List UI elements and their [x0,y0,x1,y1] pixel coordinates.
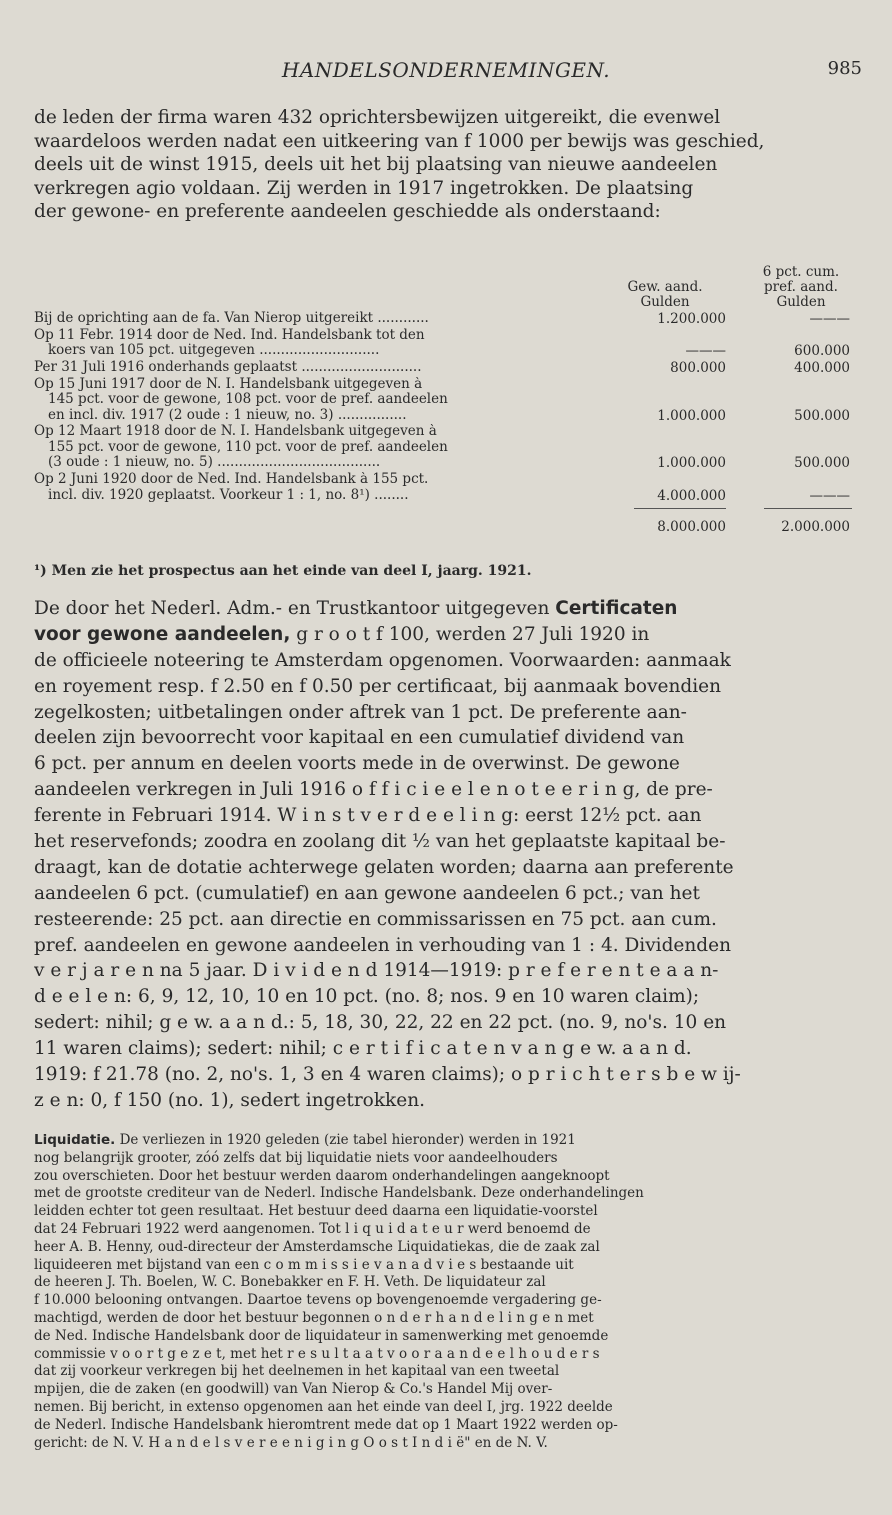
text-line: deelen zijn bevoorrecht voor kapitaal en een cumulatief dividend van [34,727,685,749]
text-line: 6 pct. per annum en deelen voorts mede in de overwinst. De gewone [34,753,680,775]
gewone-total: 8.000.000 [657,519,726,536]
liquidation-lead: Liquidatie. [34,1132,116,1148]
text-line: pref. aandeelen en gewone aandeelen in verhouding van 1 : 4. Dividenden [34,934,732,956]
text-line: commissie v o o r t g e z e t, met het r e s u l t a a t v o o r a a n d e e l h o u d e r s [34,1345,600,1362]
text-line: draagt, kan de dotatie achterwege gelaten worden; daarna aan preferente [34,856,734,878]
row-description-line: Op 12 Maart 1918 door de N. I. Handelsbank uitgegeven à [34,424,437,440]
text-line: deels uit de winst 1915, deels uit het bij plaatsing van nieuwe aandeelen [34,154,718,175]
text-line: 1919: f 21.78 (no. 2, no's. 1, 3 en 4 waren claims); o p r i c h t e r s b e w ij- [34,1064,741,1086]
text-line: heer A. B. Henny, oud-directeur der Amsterdamsche Liquidatiekas, die de zaak zal [34,1238,600,1255]
row-description-line: 145 pct. voor de gewone, 108 pct. voor de pref. aandeelen [48,392,448,408]
intro-paragraph [34,106,862,224]
row-description [34,360,614,376]
text-line: de leden der firma waren 432 oprichtersbewijzen uitgereikt, die evenwel [34,107,721,128]
text-line: voor gewone aandeelen, g r o o t f 100, werden 27 Juli 1920 in [34,623,650,645]
row-description [34,311,614,327]
text-line: waardeloos werden nadat een uitkeering van f 1000 per bewijs was geschied, [34,130,765,152]
text-line: gericht: de N. V. H a n d e l s v e r e e n i g i n g O o s t I n d i ë" en de N. V. [34,1434,548,1451]
row-description-line: (3 oude : 1 nieuw, no. 5) ...................................... [48,455,381,471]
text-line: De door het Nederl. Adm.- en Trustkantoor uitgegeven Certificaten [34,598,678,619]
preferente-value: ——— [809,487,850,504]
gewone-aandeelen-lead: voor gewone aandeelen, [34,623,291,645]
text-line: nemen. Bij bericht, in extenso opgenomen aan het einde van deel I, jrg. 1922 deelde [34,1398,613,1415]
preferente-value: 500.000 [794,455,850,472]
text-line: Liquidatie. De verliezen in 1920 geleden (zie tabel hieronder) werden in 1921 [34,1132,576,1148]
column-header-gewone: Gew. aand. Gulden [627,279,703,310]
text-line: het reservefonds; zoodra en zoolang dit ½ van het geplaatste kapitaal be- [34,831,726,853]
row-description-line: Op 11 Febr. 1914 door de Ned. Ind. Handelsbank tot den [34,327,425,343]
text-line: de Nederl. Indische Handelsbank hieromtrent mede dat op 1 Maart 1922 werden op- [34,1416,618,1433]
text-line: en royement resp. f 2.50 en f 0.50 per certificaat, bij aanmaak bovendien [34,675,722,697]
row-description-line: Bij de oprichting aan de fa. Van Nierop uitgereikt ............ [34,311,429,326]
text-line: f 10.000 belooning ontvangen. Daartoe tevens op bovengenoemde vergadering ge- [34,1292,602,1309]
certificates-paragraph [34,596,862,1114]
liquidation-paragraph [34,1132,862,1452]
gewone-value: ——— [685,343,726,360]
text-line: dat 24 Februari 1922 werd aangenomen. Tot l i q u i d a t e u r werd benoemd de [34,1220,591,1237]
gewone-value: 1.000.000 [657,407,726,424]
sum-rule [634,508,726,509]
text-line: z e n: 0, f 150 (no. 1), sedert ingetrokken. [34,1089,425,1111]
text-line: aandeelen verkregen in Juli 1916 o f f i c i e e l e n o t e e r i n g, de pre- [34,779,713,801]
text-line: v e r j a r e n na 5 jaar. D i v i d e n d 1914—1919: p r e f e r e n t e a a n- [34,960,719,982]
gewone-value: 1.000.000 [657,455,726,472]
certificates-lead: Certificaten [555,598,678,619]
page-number: 985 [827,58,862,79]
gewone-value: 4.000.000 [657,487,726,504]
preferente-value: 400.000 [794,359,850,376]
text-line: zou overschieten. Door het bestuur werden daarom onderhandelingen aangeknoopt [34,1167,610,1184]
row-description [34,424,614,471]
row-description-line: en incl. div. 1917 (2 oude : 1 nieuw, no. 3) ................ [48,407,407,423]
row-description-line: Op 2 Juni 1920 door de Ned. Ind. Handelsbank à 155 pct. [34,472,429,487]
text-line: 11 waren claims); sedert: nihil; c e r t i f i c a t e n v a n g e w. a a n d. [34,1038,692,1060]
row-description-line: koers van 105 pct. uitgegeven ............................ [48,343,380,359]
sum-rule [764,508,852,509]
text-line: nog belangrijk grooter, zóó zelfs dat bij liquidatie niets voor aandeelhouders [34,1149,558,1166]
row-description-line: Per 31 Juli 1916 onderhands geplaatst ............................ [34,359,422,375]
row-description-line: incl. div. 1920 geplaatst. Voorkeur 1 : 1, no. 8¹) ........ [48,487,409,503]
text-line: met de grootste crediteur van de Nederl. Indische Handelsbank. Deze onderhandelingen [34,1185,644,1202]
text-line: de Ned. Indische Handelsbank door de liquidateur in samenwerking met genoemde [34,1327,609,1344]
gewone-value: 1.200.000 [657,311,726,327]
gewone-value: 800.000 [670,359,726,376]
preferente-value: 600.000 [794,343,850,360]
text-line: zegelkosten; uitbetalingen onder aftrek van 1 pct. De preferente aan- [34,701,687,723]
text-line: aandeelen 6 pct. (cumulatief) en aan gewone aandeelen 6 pct.; van het [34,882,700,904]
text-line: machtigd, werden de door het bestuur begonnen o n d e r h a n d e l i n g e n met [34,1309,594,1326]
text-line: de heeren J. Th. Boelen, W. C. Bonebakker en F. H. Veth. De liquidateur zal [34,1274,546,1291]
text-line: d e e l e n: 6, 9, 12, 10, 10 en 10 pct. (no. 8; nos. 9 en 10 waren claim); [34,986,700,1008]
row-description-line: Op 15 Juni 1917 door de N. I. Handelsbank uitgegeven à [34,376,423,392]
preferente-value: 500.000 [794,407,850,424]
running-title: HANDELSONDERNEMINGEN. [281,58,611,82]
row-description [34,328,614,359]
text-line: mpijen, die de zaken (en goodwill) van Van Nierop & Co.'s Handel Mij over- [34,1381,553,1398]
preferente-value: ——— [809,311,850,327]
text-line: verkregen agio voldaan. Zij werden in 1917 ingetrokken. De plaatsing [34,177,694,199]
text-line: leidden echter tot geen resultaat. Het bestuur deed daarna een liquidatie-voorstel [34,1203,598,1220]
text-line: ferente in Februari 1914. W i n s t v e r d e e l i n g: eerst 12½ pct. aan [34,805,702,827]
text-line: der gewone- en preferente aandeelen geschiedde als onderstaand: [34,201,661,222]
row-description-line: 155 pct. voor de gewone, 110 pct. voor de pref. aandeelen [48,439,448,455]
text-line: de officieele noteering te Amsterdam opgenomen. Voorwaarden: aanmaak [34,649,731,671]
text-line: sedert: nihil; g e w. a a n d.: 5, 18, 30, 22, 22 en 22 pct. (no. 9, no's. 10 en [34,1012,727,1034]
text-line: dat zij voorkeur verkregen bij het deelnemen in het kapitaal van een tweetal [34,1363,560,1380]
row-description [34,472,614,503]
preferente-total: 2.000.000 [781,519,850,536]
text-line: resteerende: 25 pct. aan directie en commissarissen en 75 pct. aan cum. [34,908,717,930]
text-line: liquideeren met bijstand van een c o m m i s s i e v a n a d v i e s bestaande uit [34,1256,574,1273]
row-description [34,377,614,424]
footnote: ¹) Men zie het prospectus aan het einde van deel I, jaarg. 1921. [34,563,532,579]
column-header-preferente: 6 pct. cum. pref. aand. Gulden [762,264,840,310]
